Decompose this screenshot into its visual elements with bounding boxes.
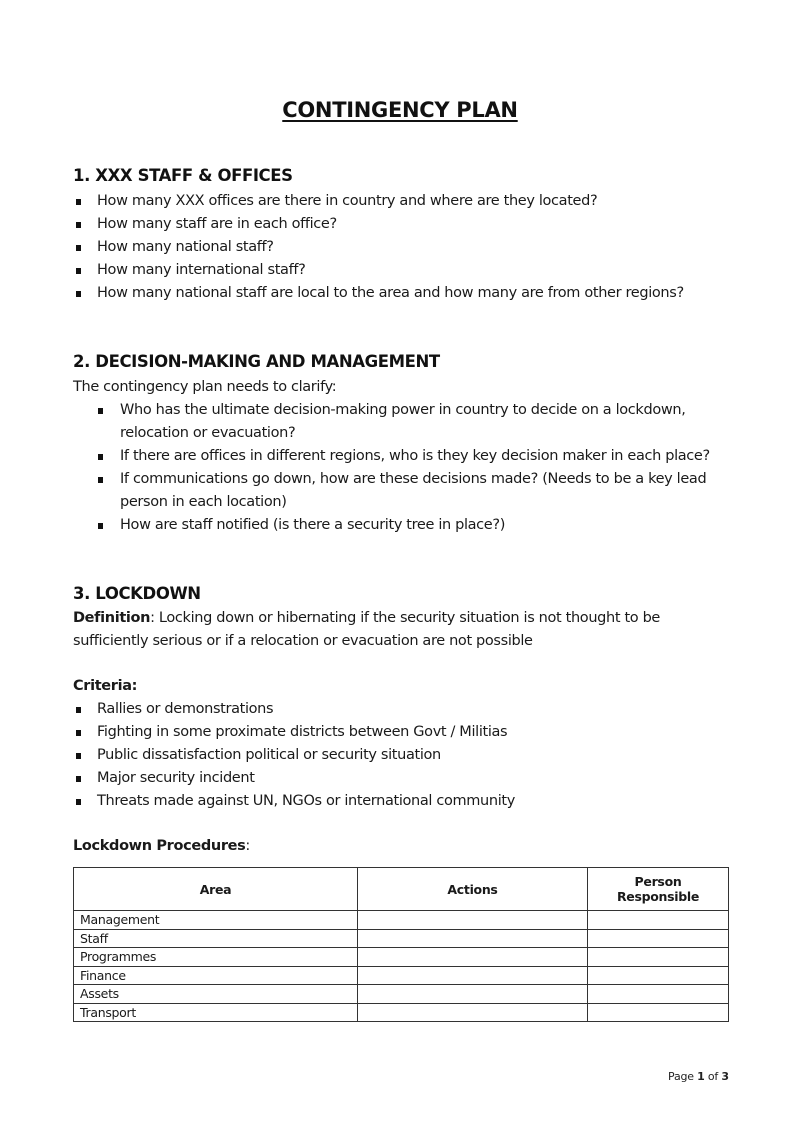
bullet-icon <box>98 408 103 414</box>
list-item: How many international staff? <box>73 259 713 282</box>
list-item: How many national staff are local to the area and how many are from other regions? <box>73 282 713 305</box>
bullet-icon <box>76 707 81 713</box>
person-cell[interactable] <box>588 929 729 948</box>
list-item: Rallies or demonstrations <box>73 698 713 721</box>
section-3-heading: 3. LOCKDOWN <box>73 584 201 603</box>
total-pages: 3 <box>721 1070 729 1083</box>
section-2-heading: 2. DECISION-MAKING AND MANAGEMENT <box>73 352 440 371</box>
column-header-actions: Actions <box>358 868 588 911</box>
list-item: Who has the ultimate decision-making power in country to decide on a lockdown, relocation or evacuation? <box>96 399 726 445</box>
page-number-footer: Page 1 of 3 <box>668 1070 729 1083</box>
current-page: 1 <box>697 1070 705 1083</box>
bullet-icon <box>98 477 103 483</box>
lockdown-procedures-table <box>73 867 729 1022</box>
bullet-icon <box>76 245 81 251</box>
table-row <box>74 911 729 930</box>
area-cell: Finance <box>74 966 358 985</box>
bullet-icon <box>76 268 81 274</box>
section-1-bullet-list <box>73 190 713 305</box>
list-item: Fighting in some proximate districts between Govt / Militias <box>73 721 713 744</box>
procedures-heading: Lockdown Procedures: <box>73 838 250 854</box>
document-title: CONTINGENCY PLAN <box>282 98 518 122</box>
area-cell: Programmes <box>74 948 358 967</box>
bullet-icon <box>76 291 81 297</box>
criteria-bullet-list <box>73 698 713 813</box>
area-cell: Staff <box>74 929 358 948</box>
table-row <box>74 966 729 985</box>
actions-cell[interactable] <box>358 985 588 1004</box>
bullet-icon <box>76 730 81 736</box>
bullet-icon <box>76 199 81 205</box>
section-1-heading: 1. XXX STAFF & OFFICES <box>73 166 293 185</box>
table-row <box>74 929 729 948</box>
person-cell[interactable] <box>588 966 729 985</box>
list-item: Public dissatisfaction political or security situation <box>73 744 713 767</box>
column-header-area: Area <box>74 868 358 911</box>
bullet-icon <box>98 523 103 529</box>
area-cell: Management <box>74 911 358 930</box>
bullet-icon <box>98 454 103 460</box>
list-item: If communications go down, how are these decisions made? (Needs to be a key lead person in each location) <box>96 468 726 514</box>
list-item: Threats made against UN, NGOs or international community <box>73 790 713 813</box>
definition-label: Definition <box>73 610 151 626</box>
actions-cell[interactable] <box>358 929 588 948</box>
list-item: How many XXX offices are there in country and where are they located? <box>73 190 713 213</box>
area-cell: Assets <box>74 985 358 1004</box>
table-row <box>74 1003 729 1022</box>
definition-text: : Locking down or hibernating if the security situation is not thought to be sufficiently serious or if a relocation or evacuation are not possible <box>73 610 660 649</box>
list-item: How many staff are in each office? <box>73 213 713 236</box>
person-cell[interactable] <box>588 948 729 967</box>
person-cell[interactable] <box>588 985 729 1004</box>
list-item: How are staff notified (is there a security tree in place?) <box>96 514 726 537</box>
actions-cell[interactable] <box>358 966 588 985</box>
bullet-icon <box>76 776 81 782</box>
bullet-icon <box>76 222 81 228</box>
table-row <box>74 948 729 967</box>
person-cell[interactable] <box>588 1003 729 1022</box>
table-header-row <box>74 868 729 911</box>
lockdown-definition <box>73 607 728 653</box>
column-header-person-responsible: Person Responsible <box>588 868 729 911</box>
list-item: If there are offices in different regions, who is they key decision maker in each place? <box>96 445 726 468</box>
bullet-icon <box>76 799 81 805</box>
person-cell[interactable] <box>588 911 729 930</box>
actions-cell[interactable] <box>358 948 588 967</box>
section-2-intro: The contingency plan needs to clarify: <box>73 379 337 395</box>
area-cell: Transport <box>74 1003 358 1022</box>
list-item: How many national staff? <box>73 236 713 259</box>
bullet-icon <box>76 753 81 759</box>
criteria-label: Criteria: <box>73 678 138 694</box>
section-2-bullet-list <box>96 399 726 537</box>
actions-cell[interactable] <box>358 1003 588 1022</box>
list-item: Major security incident <box>73 767 713 790</box>
table-row <box>74 985 729 1004</box>
actions-cell[interactable] <box>358 911 588 930</box>
